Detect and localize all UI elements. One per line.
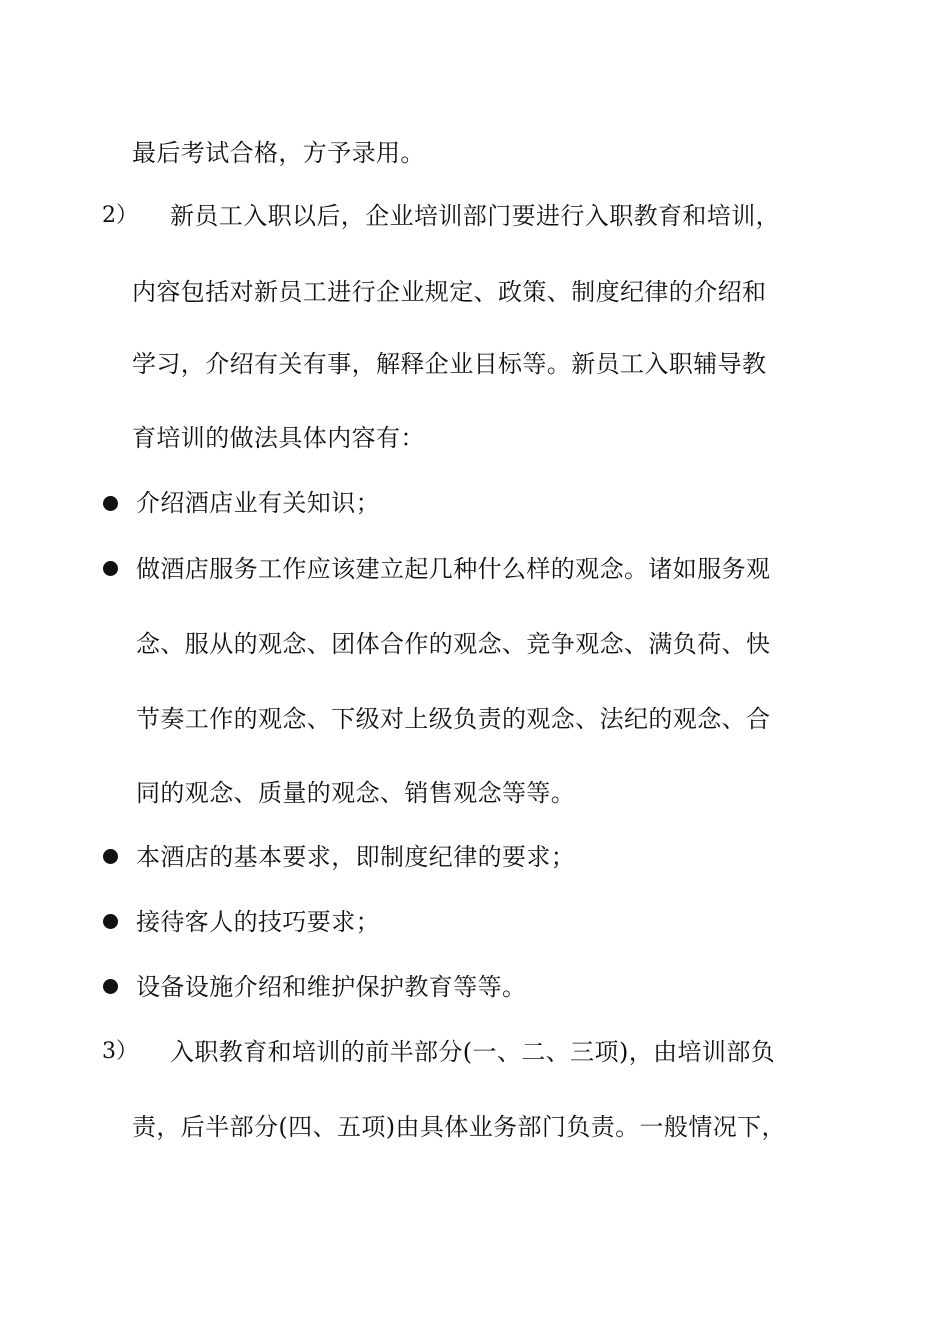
- bullet-text: 同的观念、质量的观念、销售观念等等。: [136, 779, 576, 807]
- bullet-icon: [103, 979, 118, 994]
- paragraph-line: 内容包括对新员工进行企业规定、政策、制度纪律的介绍和: [132, 278, 767, 306]
- bullet-text: 设备设施介绍和维护保护教育等等。: [136, 973, 527, 1001]
- bullet-text: 做酒店服务工作应该建立起几种什么样的观念。诸如服务观: [136, 555, 771, 583]
- bullet-text: 介绍酒店业有关知识；: [136, 489, 380, 517]
- paragraph-line: 责，后半部分(四、五项)由具体业务部门负责。一般情况下，: [132, 1113, 786, 1141]
- bullet-text: 接待客人的技巧要求；: [136, 908, 380, 936]
- paragraph-line: 学习，介绍有关有事，解释企业目标等。新员工入职辅导教: [132, 350, 767, 378]
- paragraph-line: 入职教育和培训的前半部分(一、二、三项)，由培训部负: [170, 1038, 776, 1066]
- bullet-icon: [103, 496, 118, 511]
- bullet-text: 念、服从的观念、团体合作的观念、竞争观念、满负荷、快: [136, 630, 771, 658]
- paragraph-line: 育培训的做法具体内容有：: [132, 424, 425, 452]
- paragraph-line: 最后考试合格，方予录用。: [132, 139, 425, 167]
- bullet-icon: [103, 914, 118, 929]
- bullet-icon: [103, 561, 118, 576]
- list-number: 3）: [102, 1039, 138, 1064]
- paragraph-line: 新员工入职以后，企业培训部门要进行入职教育和培训，: [170, 202, 780, 230]
- bullet-text: 节奏工作的观念、下级对上级负责的观念、法纪的观念、合: [136, 705, 771, 733]
- bullet-text: 本酒店的基本要求，即制度纪律的要求；: [136, 843, 576, 871]
- list-number: 2）: [102, 203, 138, 228]
- bullet-icon: [103, 849, 118, 864]
